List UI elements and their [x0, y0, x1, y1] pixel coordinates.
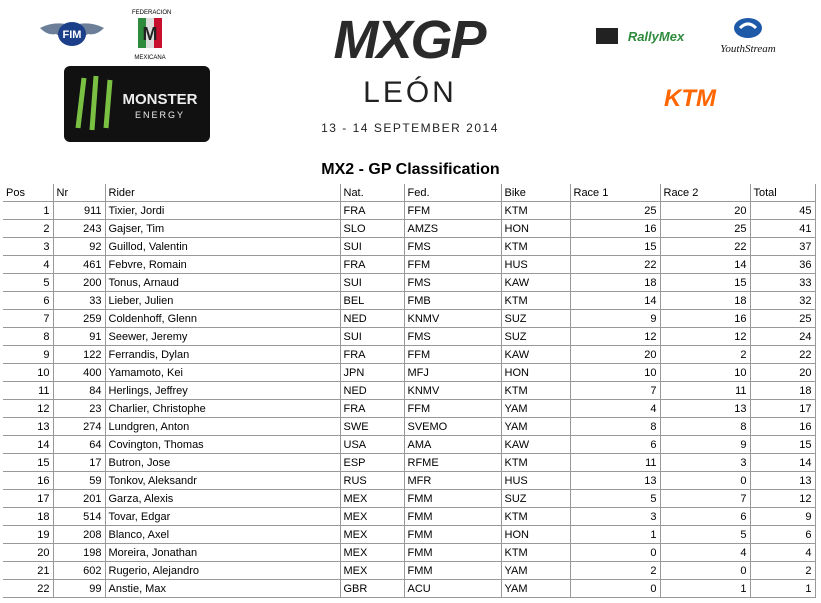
- table-cell: 461: [53, 256, 105, 274]
- table-cell: 45: [750, 202, 815, 220]
- mxgp-logo-text: MXGP: [333, 12, 485, 64]
- table-cell: 13: [660, 400, 750, 418]
- table-cell: MFJ: [404, 364, 501, 382]
- table-cell: KTM: [501, 292, 570, 310]
- table-row: [3, 256, 815, 274]
- table-cell: 12: [660, 328, 750, 346]
- table-cell: Ferrandis, Dylan: [105, 346, 340, 364]
- table-cell: NED: [340, 310, 404, 328]
- table-cell: HUS: [501, 256, 570, 274]
- table-cell: HUS: [501, 472, 570, 490]
- table-cell: KAW: [501, 436, 570, 454]
- table-cell: 14: [3, 436, 53, 454]
- table-cell: 36: [750, 256, 815, 274]
- table-cell: MFR: [404, 472, 501, 490]
- table-cell: KAW: [501, 274, 570, 292]
- table-cell: 23: [53, 400, 105, 418]
- table-cell: 8: [570, 418, 660, 436]
- table-cell: MEX: [340, 526, 404, 544]
- table-cell: 22: [3, 580, 53, 598]
- table-cell: 6: [3, 292, 53, 310]
- table-cell: Coldenhoff, Glenn: [105, 310, 340, 328]
- table-cell: 198: [53, 544, 105, 562]
- table-cell: YAM: [501, 580, 570, 598]
- table-cell: 20: [660, 202, 750, 220]
- table-cell: 201: [53, 490, 105, 508]
- table-cell: RUS: [340, 472, 404, 490]
- table-cell: 18: [3, 508, 53, 526]
- table-cell: SUI: [340, 238, 404, 256]
- table-row: [3, 310, 815, 328]
- table-cell: 4: [3, 256, 53, 274]
- table-cell: 0: [660, 562, 750, 580]
- table-cell: 122: [53, 346, 105, 364]
- table-row: [3, 292, 815, 310]
- table-cell: Lieber, Julien: [105, 292, 340, 310]
- table-cell: 1: [3, 202, 53, 220]
- table-cell: 11: [3, 382, 53, 400]
- table-cell: 9: [3, 346, 53, 364]
- table-cell: Guillod, Valentin: [105, 238, 340, 256]
- column-header-rider: Rider: [105, 184, 340, 202]
- table-cell: 14: [570, 292, 660, 310]
- table-cell: 7: [570, 382, 660, 400]
- table-cell: 5: [3, 274, 53, 292]
- table-cell: 20: [750, 364, 815, 382]
- page-title: MX2 - GP Classification: [321, 161, 500, 178]
- table-cell: 12: [570, 328, 660, 346]
- table-cell: 25: [660, 220, 750, 238]
- table-cell: FMM: [404, 526, 501, 544]
- table-cell: 8: [660, 418, 750, 436]
- table-cell: MEX: [340, 508, 404, 526]
- table-cell: AMA: [404, 436, 501, 454]
- table-row: [3, 382, 815, 400]
- table-cell: FMM: [404, 544, 501, 562]
- table-cell: 5: [660, 526, 750, 544]
- svg-text:M: M: [142, 24, 158, 44]
- table-cell: HON: [501, 526, 570, 544]
- table-row: [3, 526, 815, 544]
- table-cell: 84: [53, 382, 105, 400]
- table-cell: 32: [750, 292, 815, 310]
- table-cell: Febvre, Romain: [105, 256, 340, 274]
- table-cell: 10: [570, 364, 660, 382]
- table-cell: 3: [660, 454, 750, 472]
- venue-name: LEÓN: [363, 76, 457, 109]
- table-cell: 7: [3, 310, 53, 328]
- column-header-bike: Bike: [501, 184, 570, 202]
- monster-logo-text: MONSTER: [122, 91, 198, 108]
- table-cell: KTM: [501, 202, 570, 220]
- table-cell: JPN: [340, 364, 404, 382]
- table-cell: SUI: [340, 328, 404, 346]
- table-cell: NED: [340, 382, 404, 400]
- table-cell: 1: [660, 580, 750, 598]
- table-cell: KAW: [501, 346, 570, 364]
- table-cell: Garza, Alexis: [105, 490, 340, 508]
- table-cell: ACU: [404, 580, 501, 598]
- table-row: [3, 400, 815, 418]
- table-cell: SVEMO: [404, 418, 501, 436]
- table-header-row: [3, 184, 815, 202]
- table-cell: KTM: [501, 544, 570, 562]
- table-cell: Tonus, Arnaud: [105, 274, 340, 292]
- table-cell: 3: [3, 238, 53, 256]
- column-header-race-1: Race 1: [570, 184, 660, 202]
- table-cell: 274: [53, 418, 105, 436]
- monster-logo-subtext: ENERGY: [134, 110, 186, 120]
- table-cell: Seewer, Jeremy: [105, 328, 340, 346]
- table-cell: USA: [340, 436, 404, 454]
- table-cell: FFM: [404, 400, 501, 418]
- table-cell: 259: [53, 310, 105, 328]
- table-cell: Rugerio, Alejandro: [105, 562, 340, 580]
- table-cell: KTM: [501, 508, 570, 526]
- table-cell: FMM: [404, 490, 501, 508]
- table-cell: SWE: [340, 418, 404, 436]
- table-cell: 400: [53, 364, 105, 382]
- table-cell: 25: [570, 202, 660, 220]
- table-cell: BEL: [340, 292, 404, 310]
- table-cell: 9: [750, 508, 815, 526]
- table-cell: FFM: [404, 202, 501, 220]
- ktm-logo: [652, 84, 728, 110]
- table-cell: 10: [3, 364, 53, 382]
- table-cell: 14: [750, 454, 815, 472]
- table-cell: FMS: [404, 238, 501, 256]
- table-cell: 22: [750, 346, 815, 364]
- table-row: [3, 364, 815, 382]
- table-cell: Gajser, Tim: [105, 220, 340, 238]
- table-cell: Anstie, Max: [105, 580, 340, 598]
- table-cell: FRA: [340, 400, 404, 418]
- table-cell: GBR: [340, 580, 404, 598]
- table-cell: Lundgren, Anton: [105, 418, 340, 436]
- table-cell: 41: [750, 220, 815, 238]
- table-cell: Moreira, Jonathan: [105, 544, 340, 562]
- table-cell: FFM: [404, 256, 501, 274]
- table-cell: 10: [660, 364, 750, 382]
- table-cell: SLO: [340, 220, 404, 238]
- table-cell: 9: [570, 310, 660, 328]
- table-cell: 24: [750, 328, 815, 346]
- table-cell: AMZS: [404, 220, 501, 238]
- fmm-logo: [132, 10, 172, 61]
- table-row: [3, 202, 815, 220]
- table-cell: MEX: [340, 544, 404, 562]
- table-cell: SUZ: [501, 328, 570, 346]
- table-cell: 18: [750, 382, 815, 400]
- table-cell: Charlier, Christophe: [105, 400, 340, 418]
- column-header-race-2: Race 2: [660, 184, 750, 202]
- table-cell: 4: [570, 400, 660, 418]
- table-row: [3, 346, 815, 364]
- table-cell: SUZ: [501, 490, 570, 508]
- column-header-nr: Nr: [53, 184, 105, 202]
- table-cell: 19: [3, 526, 53, 544]
- table-cell: 99: [53, 580, 105, 598]
- table-row: [3, 220, 815, 238]
- table-cell: 13: [3, 418, 53, 436]
- table-cell: KNMV: [404, 382, 501, 400]
- table-cell: Tixier, Jordi: [105, 202, 340, 220]
- table-cell: FRA: [340, 346, 404, 364]
- table-cell: FMM: [404, 508, 501, 526]
- table-row: [3, 472, 815, 490]
- table-cell: FRA: [340, 202, 404, 220]
- table-cell: 243: [53, 220, 105, 238]
- table-cell: 59: [53, 472, 105, 490]
- table-cell: FMM: [404, 562, 501, 580]
- table-cell: FFM: [404, 346, 501, 364]
- table-cell: 6: [660, 508, 750, 526]
- table-cell: 11: [660, 382, 750, 400]
- table-cell: 25: [750, 310, 815, 328]
- table-cell: 1: [750, 580, 815, 598]
- table-cell: 2: [660, 346, 750, 364]
- table-cell: 20: [3, 544, 53, 562]
- table-cell: 15: [660, 274, 750, 292]
- table-cell: 11: [570, 454, 660, 472]
- table-cell: 6: [570, 436, 660, 454]
- table-cell: Covington, Thomas: [105, 436, 340, 454]
- mxgp-logo: [302, 12, 516, 64]
- table-cell: ESP: [340, 454, 404, 472]
- table-cell: Tonkov, Aleksandr: [105, 472, 340, 490]
- table-cell: FMS: [404, 274, 501, 292]
- column-header-pos: Pos: [3, 184, 53, 202]
- table-cell: 92: [53, 238, 105, 256]
- fim-logo-text: FIM: [62, 29, 82, 41]
- table-cell: 208: [53, 526, 105, 544]
- table-row: [3, 328, 815, 346]
- table-cell: KTM: [501, 382, 570, 400]
- table-cell: 0: [570, 580, 660, 598]
- column-header-total: Total: [750, 184, 815, 202]
- table-cell: 7: [660, 490, 750, 508]
- table-row: [3, 580, 815, 598]
- table-cell: YAM: [501, 400, 570, 418]
- fmm-mark-icon: [132, 16, 168, 50]
- table-cell: Blanco, Axel: [105, 526, 340, 544]
- table-cell: 91: [53, 328, 105, 346]
- table-cell: KTM: [501, 454, 570, 472]
- table-row: [3, 454, 815, 472]
- table-cell: YAM: [501, 418, 570, 436]
- table-cell: 2: [3, 220, 53, 238]
- table-row: [3, 238, 815, 256]
- table-cell: 911: [53, 202, 105, 220]
- table-cell: 21: [3, 562, 53, 580]
- monster-energy-logo: [64, 66, 210, 142]
- table-cell: 15: [3, 454, 53, 472]
- table-cell: 17: [750, 400, 815, 418]
- table-cell: HON: [501, 220, 570, 238]
- table-cell: KNMV: [404, 310, 501, 328]
- table-cell: 13: [750, 472, 815, 490]
- table-cell: MEX: [340, 490, 404, 508]
- table-row: [3, 508, 815, 526]
- table-cell: 200: [53, 274, 105, 292]
- table-cell: 4: [660, 544, 750, 562]
- header: [0, 0, 821, 150]
- table-cell: 12: [750, 490, 815, 508]
- classification-table: [3, 184, 816, 598]
- table-cell: Yamamoto, Kei: [105, 364, 340, 382]
- youthstream-logo: [710, 16, 786, 60]
- table-cell: SUZ: [501, 310, 570, 328]
- table-cell: 22: [660, 238, 750, 256]
- table-cell: 37: [750, 238, 815, 256]
- table-cell: 15: [570, 238, 660, 256]
- table-cell: 12: [3, 400, 53, 418]
- table-cell: Butron, Jose: [105, 454, 340, 472]
- table-row: [3, 562, 815, 580]
- table-cell: 22: [570, 256, 660, 274]
- table-cell: 602: [53, 562, 105, 580]
- table-cell: 13: [570, 472, 660, 490]
- table-row: [3, 490, 815, 508]
- column-header-fed: Fed.: [404, 184, 501, 202]
- table-cell: 6: [750, 526, 815, 544]
- event-dates: 13 - 14 SEPTEMBER 2014: [321, 121, 499, 135]
- table-cell: 514: [53, 508, 105, 526]
- table-cell: 4: [750, 544, 815, 562]
- table-cell: 16: [660, 310, 750, 328]
- fmm-logo-text: FEDERACION: [132, 10, 172, 16]
- table-cell: RFME: [404, 454, 501, 472]
- fmm-logo-subtext: MEXICANA: [134, 55, 166, 61]
- table-cell: 18: [660, 292, 750, 310]
- table-cell: YAM: [501, 562, 570, 580]
- table-cell: 9: [660, 436, 750, 454]
- rallymex-logo: [596, 24, 696, 50]
- table-cell: 2: [750, 562, 815, 580]
- youthstream-logo-text: YouthStream: [720, 43, 776, 55]
- table-cell: FMB: [404, 292, 501, 310]
- column-header-nat: Nat.: [340, 184, 404, 202]
- table-cell: MEX: [340, 562, 404, 580]
- table-cell: 17: [3, 490, 53, 508]
- table-cell: 0: [660, 472, 750, 490]
- table-cell: 5: [570, 490, 660, 508]
- table-cell: 0: [570, 544, 660, 562]
- table-cell: 16: [3, 472, 53, 490]
- table-cell: 33: [53, 292, 105, 310]
- ktm-logo-text: KTM: [664, 85, 716, 110]
- table-cell: SUI: [340, 274, 404, 292]
- table-cell: 3: [570, 508, 660, 526]
- table-row: [3, 436, 815, 454]
- table-cell: 8: [3, 328, 53, 346]
- table-cell: Tovar, Edgar: [105, 508, 340, 526]
- table-cell: Herlings, Jeffrey: [105, 382, 340, 400]
- fim-logo: [38, 14, 106, 54]
- table-cell: 20: [570, 346, 660, 364]
- table-row: [3, 544, 815, 562]
- table-cell: 17: [53, 454, 105, 472]
- table-cell: HON: [501, 364, 570, 382]
- table-row: [3, 274, 815, 292]
- table-cell: 16: [570, 220, 660, 238]
- table-cell: 2: [570, 562, 660, 580]
- rallymex-logo-text: RallyMex: [627, 29, 685, 44]
- table-cell: FRA: [340, 256, 404, 274]
- table-cell: 18: [570, 274, 660, 292]
- table-cell: 14: [660, 256, 750, 274]
- table-cell: 64: [53, 436, 105, 454]
- table-cell: FMS: [404, 328, 501, 346]
- table-cell: 1: [570, 526, 660, 544]
- table-body: [3, 202, 815, 598]
- table-cell: 33: [750, 274, 815, 292]
- table-row: [3, 418, 815, 436]
- table-cell: 15: [750, 436, 815, 454]
- table-cell: 16: [750, 418, 815, 436]
- table-cell: KTM: [501, 238, 570, 256]
